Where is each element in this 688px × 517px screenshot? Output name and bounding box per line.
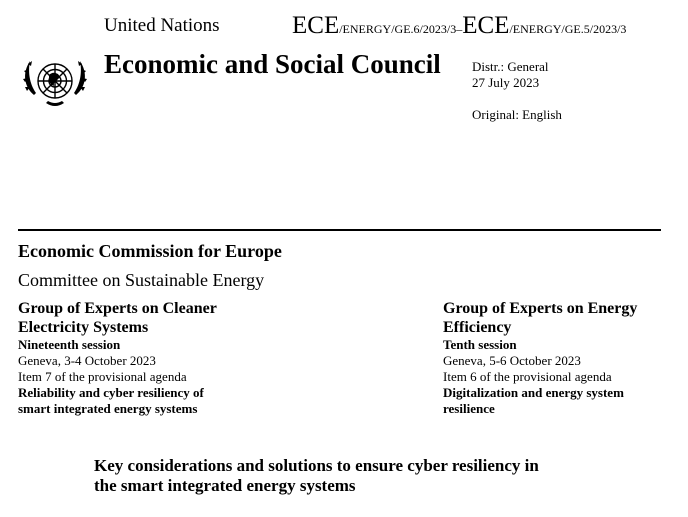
- symbol-prefix: ECE: [292, 12, 340, 39]
- agenda-item: Item 7 of the provisional agenda: [18, 369, 187, 384]
- group-title: Group of Experts on Cleaner: [18, 300, 217, 317]
- symbol-suffix: /ENERGY/GE.5/2023/3: [509, 22, 627, 36]
- agenda-topic: Digitalization and energy system: [443, 385, 624, 400]
- session-place-date: Geneva, 5-6 October 2023: [443, 353, 581, 368]
- commission-name: Economic Commission for Europe: [18, 241, 282, 261]
- group-title: Efficiency: [443, 319, 512, 336]
- document-title-line: the smart integrated energy systems: [94, 476, 356, 495]
- organization-name: United Nations: [104, 15, 220, 36]
- symbol-separator: –: [456, 22, 463, 36]
- group-title: Electricity Systems: [18, 319, 149, 336]
- agenda-item: Item 6 of the provisional agenda: [443, 369, 612, 384]
- original-language: Original: English: [472, 107, 562, 122]
- document-title-line: Key considerations and solutions to ensure cyber resiliency in: [94, 456, 539, 475]
- session-place-date: Geneva, 3-4 October 2023: [18, 353, 156, 368]
- symbol-suffix: /ENERGY/GE.6/2023/3: [339, 22, 457, 36]
- committee-name: Committee on Sustainable Energy: [18, 270, 265, 290]
- agenda-topic: smart integrated energy systems: [18, 401, 198, 416]
- un-emblem-icon: [18, 51, 92, 111]
- agenda-topic: Reliability and cyber resiliency of: [18, 385, 204, 400]
- session-name: Tenth session: [443, 337, 517, 352]
- distribution: Distr.: General: [472, 59, 549, 74]
- document-symbols: [292, 12, 626, 40]
- document-date: 27 July 2023: [472, 75, 540, 90]
- group-energy-efficiency: [443, 299, 673, 417]
- symbol-prefix: ECE: [462, 12, 510, 39]
- group-cleaner-electricity: [18, 299, 248, 417]
- header-divider: [18, 229, 661, 231]
- group-title: Group of Experts on Energy: [443, 300, 638, 317]
- agenda-topic: resilience: [443, 401, 495, 416]
- council-name: Economic and Social Council: [104, 49, 441, 79]
- document-title: [94, 456, 614, 496]
- session-name: Nineteenth session: [18, 337, 121, 352]
